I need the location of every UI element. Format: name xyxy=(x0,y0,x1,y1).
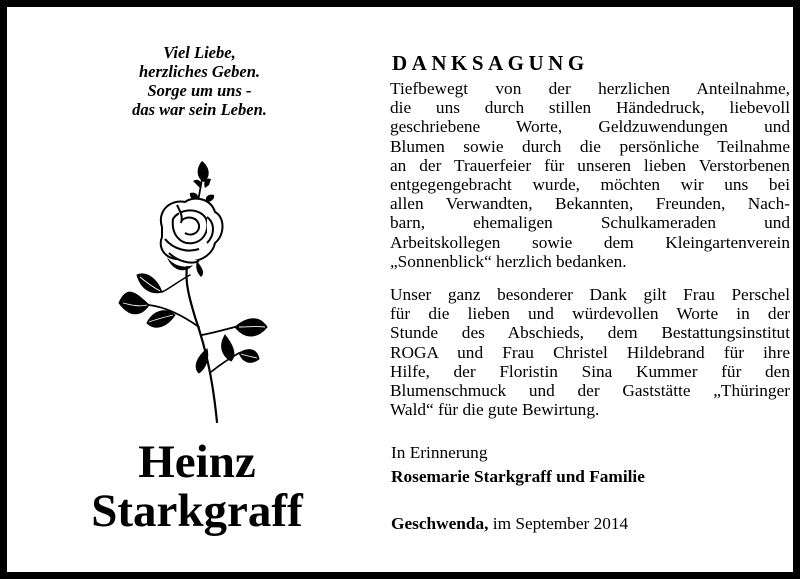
text-line: ROGA und Frau Christel Hildebrand für ihre xyxy=(390,342,790,362)
text-line: an der Trauerfeier für unseren lieben Verstorbenen xyxy=(390,155,790,175)
text-line: Arbeitskollegen sowie dem Kleingartenverein xyxy=(390,232,790,252)
text-line: geschriebene Worte, Geldzuwendungen und xyxy=(390,117,790,137)
verse-line: Viel Liebe, xyxy=(163,43,236,62)
thanks-paragraph xyxy=(390,79,790,271)
heading: DANKSAGUNG xyxy=(392,51,589,75)
text-line: Tiefbewegt von der herzlichen Anteilnahme, xyxy=(390,79,790,98)
text-line: „Sonnenblick“ herzlich bedanken. xyxy=(390,251,627,271)
text-line: Blumenschmuck und der Gaststätte „Thüringer xyxy=(390,381,790,401)
memorial-verse xyxy=(67,43,332,119)
text-line: Hilfe, der Floristin Sina Kummer für den xyxy=(390,361,790,381)
text-line: allen Verwandten, Bekannten, Freunden, Nach- xyxy=(390,194,790,214)
text-line: entgegengebracht wurde, möchten wir uns bei xyxy=(390,175,790,195)
in-memory-label: In Erinnerung xyxy=(391,443,488,462)
date: im September 2014 xyxy=(492,514,629,533)
text-line: Unser ganz besonderer Dank gilt Frau Perschel xyxy=(390,285,790,304)
deceased-last-name: Starkgraff xyxy=(91,485,303,537)
text-line: Wald“ für die gute Bewirtung. xyxy=(390,400,600,420)
rose-icon xyxy=(107,157,277,427)
special-thanks-paragraph xyxy=(390,285,790,419)
text-line: für die lieben und würdevollen Worte in der xyxy=(390,304,790,324)
place: Geschwenda, xyxy=(391,514,489,533)
verse-line: herzliches Geben. xyxy=(139,62,260,81)
text-line: barn, ehemaligen Schulkameraden und xyxy=(390,213,790,233)
place-and-date xyxy=(391,514,628,534)
text-line: Stunde des Abschieds, dem Bestattungsinstitut xyxy=(390,323,790,343)
family-signature: Rosemarie Starkgraff und Familie xyxy=(391,467,645,486)
text-line: die uns durch stillen Händedruck, liebevoll xyxy=(390,98,790,118)
text-line: Blumen sowie durch die persönliche Teilnahme xyxy=(390,136,790,156)
verse-line: Sorge um uns - xyxy=(147,81,252,100)
verse-line: das war sein Leben. xyxy=(132,100,267,119)
deceased-first-name: Heinz xyxy=(138,436,256,488)
